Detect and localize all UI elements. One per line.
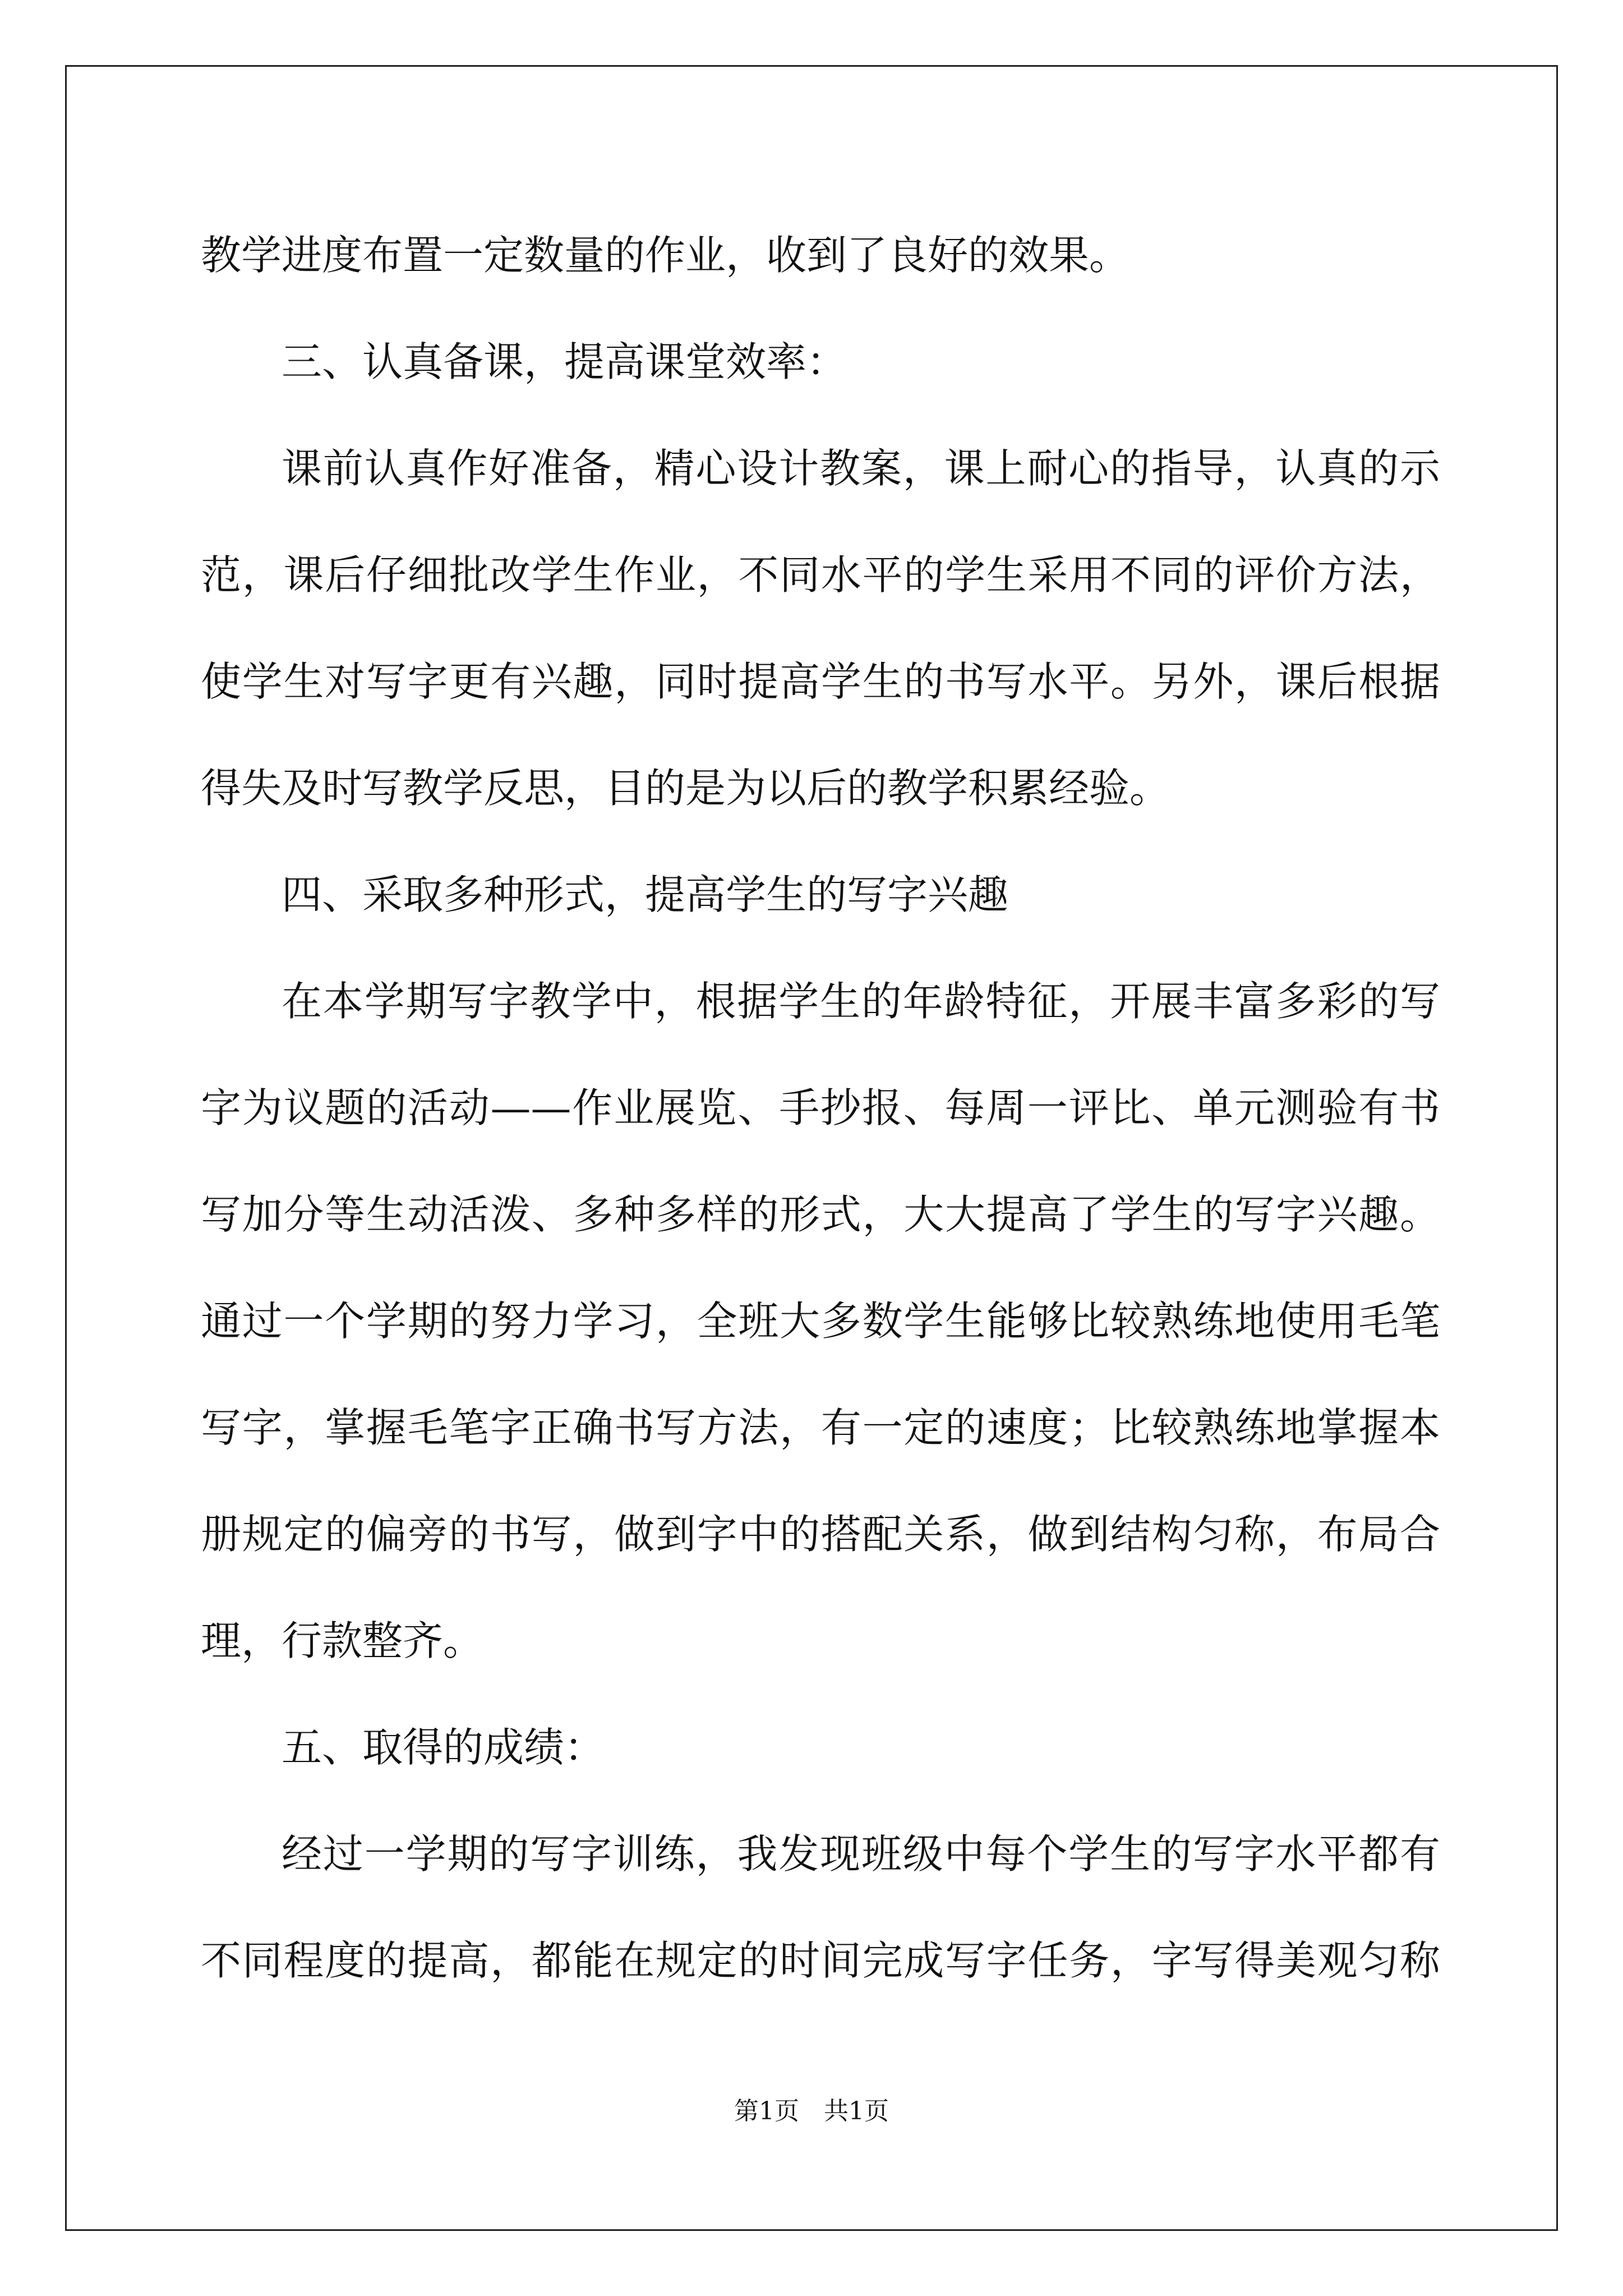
body-line-17: 不同程度的提高，都能在规定的时间完成写字任务，字写得美观匀称 [201,1937,1440,1984]
body-line-6: 得失及时写教学反思，目的是为以后的教学积累经验。 [201,765,1170,812]
body-line-10: 写加分等生动活泼、多种多样的形式，大大提高了学生的写字兴趣。 [201,1191,1440,1238]
body-line-4: 范，课后仔细批改学生作业，不同水平的学生采用不同的评价方法， [201,551,1440,599]
body-line-11: 通过一个学期的努力学习，全班大多数学生能够比较熟练地使用毛笔 [201,1297,1440,1345]
body-line-3: 课前认真作好准备，精心设计教案，课上耐心的指导，认真的示 [282,445,1440,492]
page-footer: 第1页 共1页 [734,2097,889,2125]
page-border [65,65,1558,2231]
body-line-8: 在本学期写字教学中，根据学生的年龄特征，开展丰富多彩的写 [282,978,1440,1025]
section-heading-4: 四、采取多种形式，提高学生的写字兴趣 [282,871,1009,918]
body-line-5: 使学生对写字更有兴趣，同时提高学生的书写水平。另外，课后根据 [201,658,1440,705]
section-heading-5: 五、取得的成绩： [282,1724,605,1771]
body-line-12: 写字，掌握毛笔字正确书写方法，有一定的速度；比较熟练地掌握本 [201,1404,1440,1451]
body-line-1: 教学进度布置一定数量的作业，收到了良好的效果。 [201,232,1130,279]
body-line-13: 册规定的偏旁的书写，做到字中的搭配关系，做到结构匀称，布局合 [201,1511,1440,1558]
body-line-14: 理，行款整齐。 [201,1617,484,1664]
body-line-9: 字为议题的活动——作业展览、手抄报、每周一评比、单元测验有书 [201,1084,1440,1131]
body-line-16: 经过一学期的写字训练，我发现班级中每个学生的写字水平都有 [282,1830,1440,1878]
section-heading-3: 三、认真备课，提高课堂效率： [282,338,847,385]
